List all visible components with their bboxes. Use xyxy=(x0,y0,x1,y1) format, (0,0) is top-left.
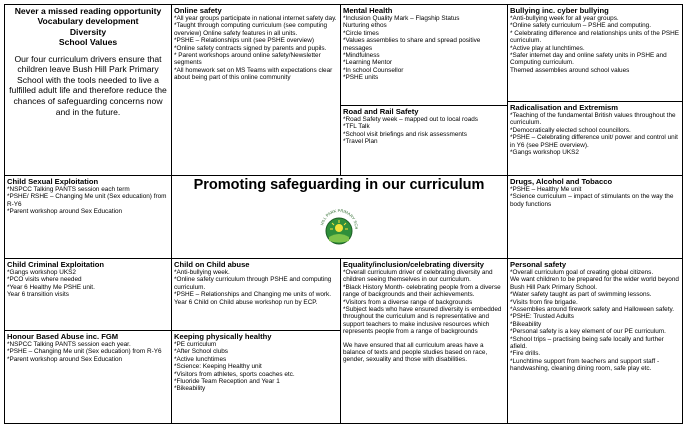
box-item: *Safer internet day and online safety units in PSHE and Computing curriculum. xyxy=(510,52,667,67)
box-item: Year 6 transition visits xyxy=(7,291,69,299)
box-item: *Personal safety is a key element of our PE curriculum. xyxy=(510,328,666,336)
box-item: *Active play at lunchtimes. xyxy=(510,44,585,52)
box-title: Bullying inc. cyber bullying xyxy=(510,6,609,15)
box-item: *NSPCC Talking PANTS session each term xyxy=(7,186,130,193)
box-item: *PSHE – Relationships and Changing me units of work. xyxy=(174,291,332,299)
box-item: *Visitors from a diverse range of backgrounds xyxy=(343,298,473,306)
box-item: *Values assemblies to share and spread positive messages xyxy=(343,37,481,52)
box-item: *Parent workshop around Sex Education xyxy=(7,208,123,216)
box-item: *NSPCC Talking PANTS session each year. xyxy=(7,341,131,348)
box-item: *Gangs workshop UKS2 xyxy=(510,149,579,157)
box-item: *Parent workshop around Sex Education xyxy=(7,355,123,363)
box-item: *All year groups participate in national internet safety day. xyxy=(174,15,337,22)
box-item: *Visits from fire brigade. xyxy=(510,298,578,306)
drugs-alcohol-tobacco-box xyxy=(507,175,683,259)
box-item: *Mindfulness xyxy=(343,52,380,60)
box-item: *Assemblies around firework safety and Halloween safety. xyxy=(510,306,674,314)
box-item: Nurturing ethos xyxy=(343,22,387,30)
box-item: We want children to be prepared for the wider world beyond Bush Hill Park Primary School. xyxy=(510,276,679,291)
intro-paragraph: Our four curriculum drivers ensure that children leave Bush Hill Park Primary School with the tools needed to live a fulfilled adult life and therefore reduce the chances of safeguarding concerns now and in the future. xyxy=(9,53,167,117)
box-item: *PSHE – Healthy Me unit xyxy=(510,186,582,193)
mental-health-box xyxy=(340,4,508,106)
intro-heading: Diversity xyxy=(69,26,107,37)
box-item: *Bikeability xyxy=(174,385,206,393)
box-item: *School visit briefings and risk assessments xyxy=(343,130,467,138)
box-item: *After School clubs xyxy=(174,348,228,356)
box-item: *Learning Mentor xyxy=(343,59,393,67)
box-item: *PSHE units xyxy=(343,74,379,82)
box-item: *Anti-bullying week. xyxy=(174,269,230,276)
box-item: *PSHE – Changing Me unit (Sex education) from R-Y6 xyxy=(7,348,162,356)
school-logo-icon xyxy=(315,204,363,252)
box-item: *Circle times xyxy=(343,29,379,37)
box-title: Honour Based Abuse inc. FGM xyxy=(7,332,119,341)
box-title: Child Sexual Exploitation xyxy=(7,177,99,186)
box-item: *Year 6 Healthy Me PSHE unit. xyxy=(7,283,95,291)
box-item: *Democratically elected school councillors. xyxy=(510,126,631,134)
box-item: *PSHE – Relationships unit (see PSHE overview) xyxy=(174,37,314,45)
honour-based-abuse-box xyxy=(4,330,172,424)
intro-box xyxy=(4,4,172,176)
logo-lettering: HILL PARK PRIMARY SCH xyxy=(319,207,360,230)
box-item: *Science curriculum – impact of stimulants on the way the body functions xyxy=(510,193,674,208)
box-item: *Fluoride Team Reception and Year 1 xyxy=(174,378,280,386)
box-item: * Parent workshops around online safety/Newsletter segments xyxy=(174,52,321,67)
intro-heading: School Values xyxy=(58,37,118,48)
box-item: *Taught through computing curriculum (see computing overview) Online safety features in all units. xyxy=(174,22,328,37)
box-item: * Celebrating difference and relationships units of the PSHE curriculum. xyxy=(510,29,679,45)
box-item: *Visitors from athletes, sports coaches etc. xyxy=(174,370,295,378)
box-item: *Road Safety week – mapped out to local roads xyxy=(343,116,478,123)
personal-safety-box xyxy=(507,258,683,424)
box-title: Child on Child abuse xyxy=(174,260,250,269)
box-title: Mental Health xyxy=(343,6,393,15)
box-item: *Black History Month- celebrating people from a diverse range of backgrounds and their achievements. xyxy=(343,283,501,299)
box-item: *All homework set on MS Teams with expectations clear about being part of this online community xyxy=(174,66,333,82)
box-item: *Online safety curriculum through PSHE and computing curriculum. xyxy=(174,276,332,291)
box-item: *PE curriculum xyxy=(174,341,217,348)
box-item: *PSHE/ RSHE – Changing Me unit (Sex education) from R-Y6 xyxy=(7,193,167,208)
box-item: *PCO visits where needed xyxy=(7,276,82,284)
box-item: *Water safety taught as part of swimming lessons. xyxy=(510,291,652,299)
box-item: Year 6 Child on Child abuse workshop run by ECP. xyxy=(174,298,318,306)
box-item: *Subject leads who have ensured diversity is embedded throughout the curriculum and is representative and support teachers to make inclusive resources which represents people from a range of backgrounds xyxy=(343,306,502,336)
box-item: *Inclusion Quality Mark – Flagship Status xyxy=(343,15,460,22)
box-item: *Science: Keeping Healthy unit xyxy=(174,363,262,371)
box-title: Keeping physically healthy xyxy=(174,332,272,341)
box-title: Equality/inclusion/celebrating diversity xyxy=(343,260,484,269)
box-item: *Overall curriculum goal of creating global citizens. xyxy=(510,269,654,276)
box-item: *Lunchtime support from teachers and support staff - handwashing, cleaning dining room, safe play etc. xyxy=(510,357,660,373)
box-item: *Online safety curriculum – PSHE and computing. xyxy=(510,22,652,30)
box-item: *Travel Plan xyxy=(343,138,378,146)
box-item: *In school Counsellor xyxy=(343,66,404,74)
equality-inclusion-box xyxy=(340,258,508,424)
box-title: Radicalisation and Extremism xyxy=(510,103,619,112)
box-item: *School trips – practising being safe locally and further afield. xyxy=(510,335,664,351)
box-item: Themed assemblies around school values xyxy=(510,66,630,74)
road-rail-safety-box xyxy=(340,105,508,176)
keeping-physically-healthy-box xyxy=(171,330,341,424)
child-sexual-exploitation-box xyxy=(4,175,172,259)
box-title: Child Criminal Exploitation xyxy=(7,260,105,269)
box-item: *Overall curriculum driver of celebrating diversity and children seeing themselves in our curriculum. xyxy=(343,269,493,284)
box-item: We have ensured that all curriculum areas have a balance of texts and people studies based on race, gender, sexuality and those with disabilities. xyxy=(343,341,488,364)
box-item: *Gangs workshop UKS2 xyxy=(7,269,76,276)
box-item: *Teaching of the fundamental British values throughout the curriculum. xyxy=(510,112,676,127)
box-title: Drugs, Alcohol and Tobacco xyxy=(510,177,613,186)
box-title: Personal safety xyxy=(510,260,567,269)
box-item: *Fire drills. xyxy=(510,350,541,358)
online-safety-box xyxy=(171,4,341,176)
box-item: *PSHE: Trusted Adults xyxy=(510,313,574,321)
box-item: *TFL Talk xyxy=(343,123,370,131)
box-item: *Active lunchtimes xyxy=(174,355,227,363)
child-criminal-exploitation-box xyxy=(4,258,172,331)
bullying-box xyxy=(507,4,683,102)
intro-heading: Vocabulary development xyxy=(37,16,139,27)
box-item: *Online safety contracts signed by parents and pupils. xyxy=(174,44,327,52)
child-on-child-abuse-box xyxy=(171,258,341,331)
radicalisation-box xyxy=(507,101,683,176)
intro-heading: Never a missed reading opportunity xyxy=(14,6,162,16)
box-item: *Anti-bullying week for all year groups. xyxy=(510,15,619,22)
box-item: *PSHE – Celebrating difference unit/ power and control unit in Y6 (see PSHE overview). xyxy=(510,134,678,149)
box-title: Road and Rail Safety xyxy=(343,107,419,116)
box-title: Online safety xyxy=(174,6,222,15)
box-item: *Bikeability xyxy=(510,320,542,328)
page-title: Promoting safeguarding in our curriculum xyxy=(193,177,485,193)
